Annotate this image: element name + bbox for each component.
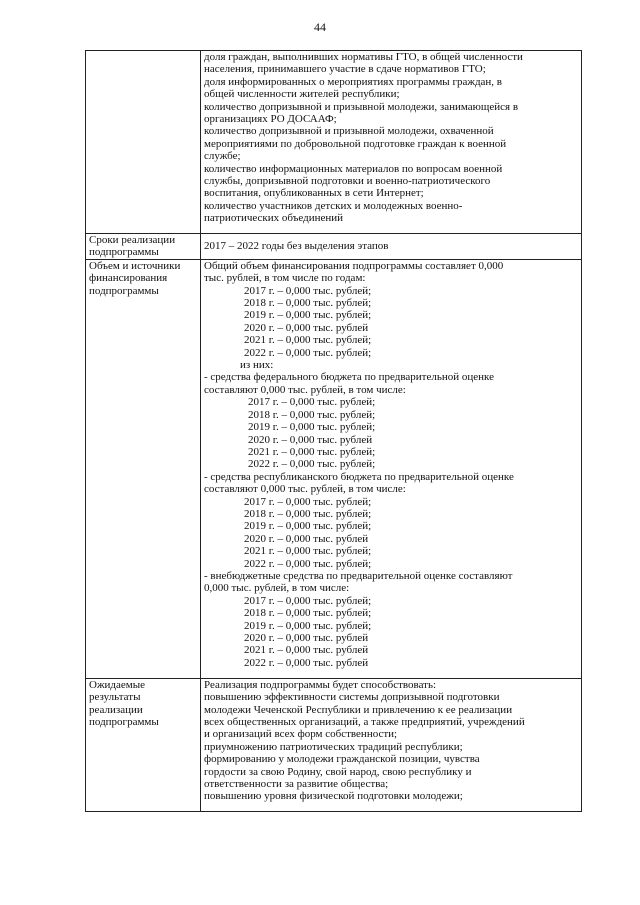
target-line: общей численности жителей республики;: [204, 88, 400, 101]
republic-year-line: 2022 г. – 0,000 тыс. рублей;: [244, 557, 372, 570]
label-line: Объем и источники: [89, 259, 181, 272]
finance-intro-line: тыс. рублей, в том числе по годам:: [204, 272, 366, 285]
page-number: 44: [314, 20, 326, 34]
target-line: мероприятиями по добровольной подготовке граждан к военной: [204, 137, 507, 150]
result-line: гордости за свою Родину, свой народ, свою республику и: [204, 765, 472, 778]
federal-year-line: 2017 г. – 0,000 тыс. рублей;: [248, 396, 376, 409]
offbudget-year-line: 2017 г. – 0,000 тыс. рублей;: [244, 594, 372, 607]
result-line: формированию у молодежи гражданской позиции, чувства: [204, 753, 480, 766]
label-line: подпрограммы: [89, 246, 159, 259]
offbudget-line: 0,000 тыс. рублей, в том числе:: [204, 582, 350, 595]
row-target-indicators-label: [86, 51, 201, 234]
result-line: молодежи Чеченской Республики и привлечению к ее реализации: [204, 703, 513, 716]
republic-line: - средства республиканского бюджета по предварительной оценке: [204, 470, 514, 483]
total-year-line: 2021 г. – 0,000 тыс. рублей;: [244, 334, 372, 347]
republic-year-line: 2019 г. – 0,000 тыс. рублей;: [244, 520, 372, 533]
offbudget-year-line: 2019 г. – 0,000 тыс. рублей;: [244, 619, 372, 632]
label-line: Ожидаемые: [89, 678, 146, 691]
of-them-label: из них:: [240, 359, 274, 372]
row-implementation-terms-label: [86, 234, 201, 260]
federal-year-line: 2020 г. – 0,000 тыс. рублей: [248, 433, 373, 446]
total-year-line: 2022 г. – 0,000 тыс. рублей;: [244, 346, 372, 359]
total-year-line: 2020 г. – 0,000 тыс. рублей: [244, 321, 369, 334]
target-line: организациях РО ДОСААФ;: [204, 113, 337, 126]
target-line: населения, принимавшего участие в сдаче нормативов ГТО;: [204, 63, 486, 76]
row-financing: [86, 259, 582, 678]
row-expected-results-label: [86, 678, 201, 811]
row-expected-results-value: [201, 678, 582, 811]
row-financing-label: [86, 259, 201, 678]
target-line: службе;: [204, 150, 241, 163]
row-target-indicators-value: [201, 51, 582, 234]
finance-intro-line: Общий объем финансирования подпрограммы составляет 0,000: [204, 259, 504, 272]
offbudget-year-line: 2021 г. – 0,000 тыс. рублей: [244, 644, 369, 657]
label-line: финансирования: [89, 272, 168, 285]
republic-year-line: 2021 г. – 0,000 тыс. рублей;: [244, 545, 372, 558]
result-line: ответственности за развитие общества;: [204, 778, 389, 791]
result-line: Реализация подпрограммы будет способствовать:: [204, 678, 437, 691]
target-line: патриотических объединений: [204, 212, 344, 225]
total-year-line: 2018 г. – 0,000 тыс. рублей;: [244, 297, 372, 310]
target-line: количество информационных материалов по вопросам военной: [204, 162, 503, 175]
label-line: результаты: [89, 691, 141, 704]
federal-line: - средства федерального бюджета по предварительной оценке: [204, 371, 494, 384]
label-line: подпрограммы: [89, 716, 159, 729]
federal-year-line: 2021 г. – 0,000 тыс. рублей;: [248, 445, 376, 458]
target-line: воспитания, опубликованных в сети Интернет;: [204, 187, 424, 200]
target-line: службы, допризывной подготовки и военно-патриотического: [204, 175, 491, 188]
result-line: повышению эффективности системы допризывной подготовки: [204, 691, 500, 704]
row-implementation-terms-value: [201, 234, 582, 260]
label-line: реализации: [89, 703, 143, 716]
target-line: доля граждан, выполнивших нормативы ГТО, в общей численности: [204, 51, 523, 63]
terms-value: 2017 – 2022 годы без выделения этапов: [204, 240, 389, 253]
target-line: количество допризывной и призывной молодежи, охваченной: [204, 125, 494, 138]
offbudget-year-line: 2022 г. – 0,000 тыс. рублей: [244, 656, 369, 669]
row-financing-value: [201, 259, 582, 678]
row-target-indicators: [86, 51, 582, 234]
federal-year-line: 2022 г. – 0,000 тыс. рублей;: [248, 458, 376, 471]
row-expected-results: [86, 678, 582, 811]
federal-line: составляют 0,000 тыс. рублей, в том числе:: [204, 383, 406, 396]
result-line: приумножению патриотических традиций республики;: [204, 740, 463, 753]
total-year-line: 2019 г. – 0,000 тыс. рублей;: [244, 309, 372, 322]
label-line: Сроки реализации: [89, 234, 176, 246]
offbudget-year-line: 2020 г. – 0,000 тыс. рублей: [244, 632, 369, 644]
offbudget-line: - внебюджетные средства по предварительной оценке составляют: [204, 569, 513, 582]
result-line: повышению уровня физической подготовки молодежи;: [204, 790, 463, 803]
result-line: и организаций всех форм собственности;: [204, 728, 398, 741]
republic-line: составляют 0,000 тыс. рублей, в том числе:: [204, 483, 406, 496]
republic-year-line: 2017 г. – 0,000 тыс. рублей;: [244, 495, 372, 508]
federal-year-line: 2018 г. – 0,000 тыс. рублей;: [248, 408, 376, 421]
result-line: всех общественных организаций, а также предприятий, учреждений: [204, 716, 525, 729]
subprogram-passport-table: [85, 50, 582, 812]
row-implementation-terms: [86, 234, 582, 260]
label-line: подпрограммы: [89, 284, 159, 297]
republic-year-line: 2018 г. – 0,000 тыс. рублей;: [244, 507, 372, 520]
republic-year-line: 2020 г. – 0,000 тыс. рублей: [244, 532, 369, 545]
offbudget-year-line: 2018 г. – 0,000 тыс. рублей;: [244, 607, 372, 620]
target-line: доля информированных о мероприятиях программы граждан, в: [204, 75, 503, 88]
total-year-line: 2017 г. – 0,000 тыс. рублей;: [244, 284, 372, 297]
federal-year-line: 2019 г. – 0,000 тыс. рублей;: [248, 421, 376, 434]
target-line: количество допризывной и призывной молодежи, занимающейся в: [204, 100, 519, 113]
target-line: количество участников детских и молодежных военно-: [204, 199, 463, 212]
